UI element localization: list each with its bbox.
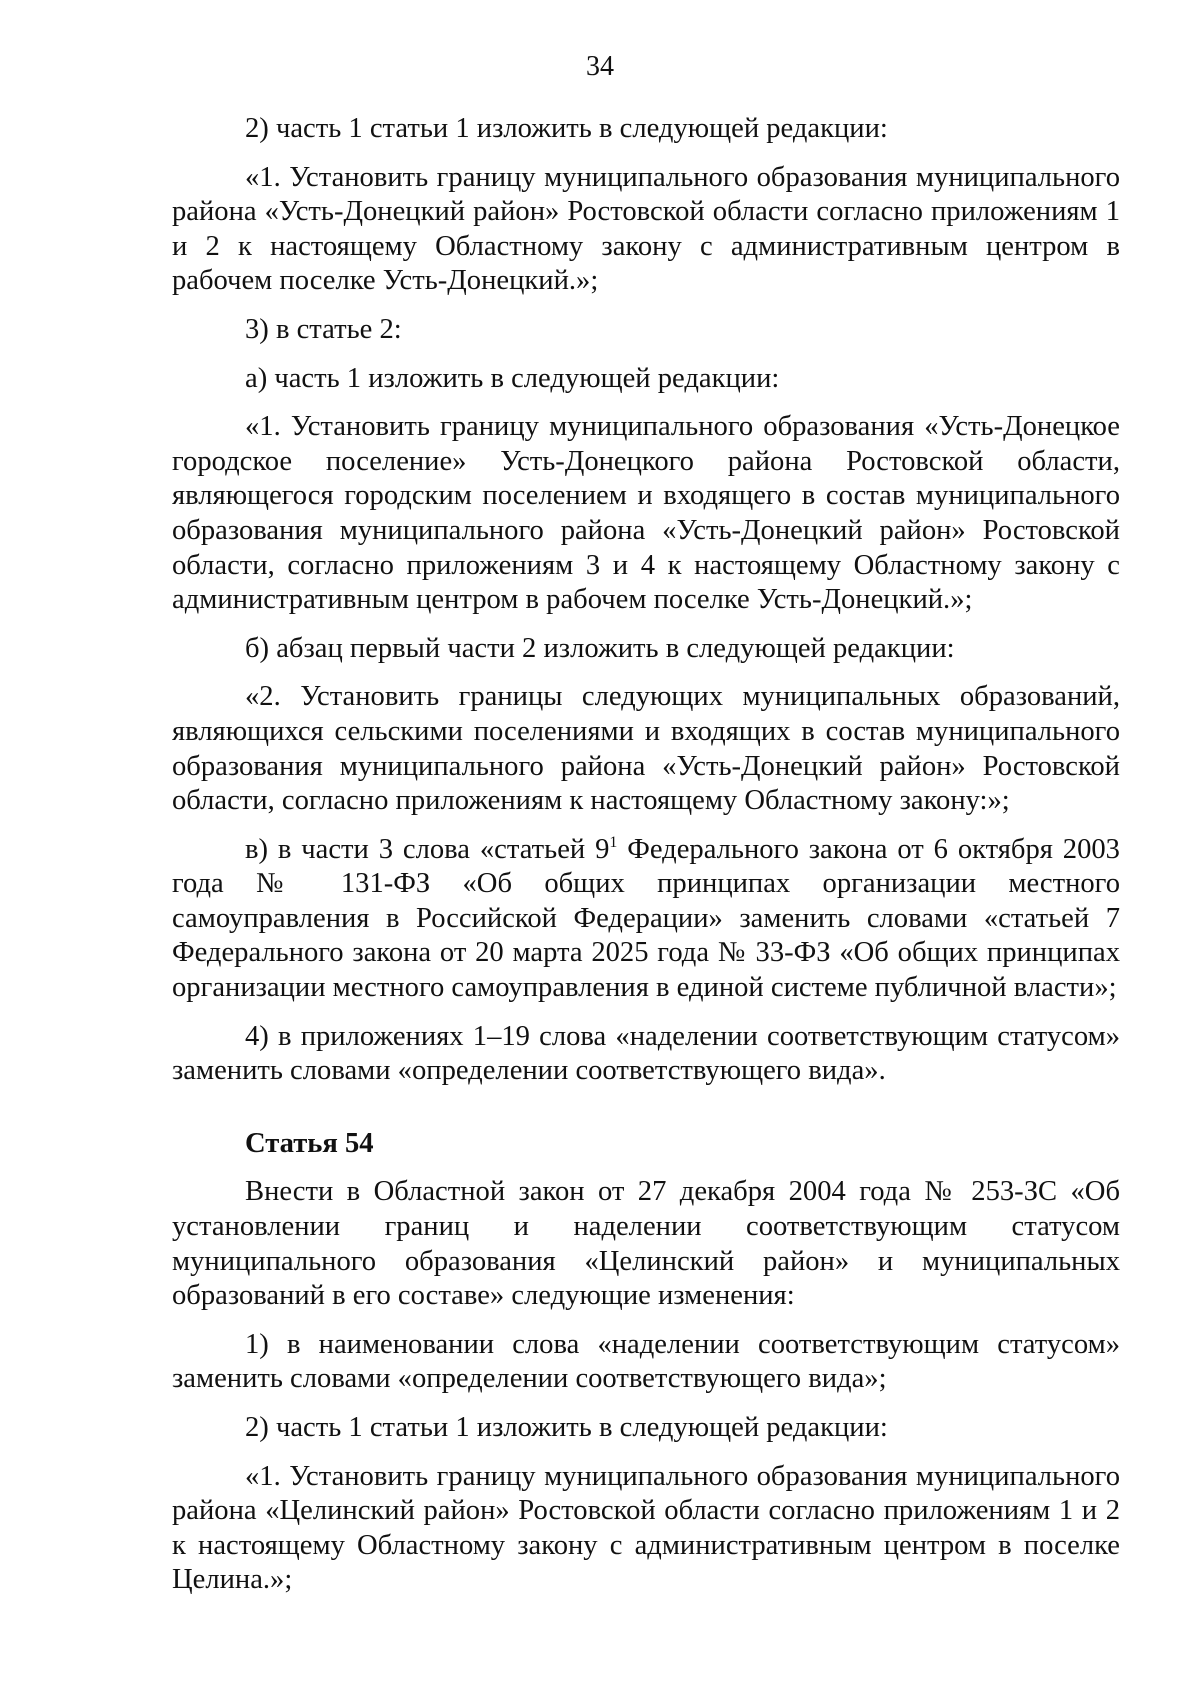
paragraph: «1. Установить границу муниципального образования муниципального района «Усть-Донецкий район» Ростовской области согласно приложениям 1 и 2 к настоящему Областному закону с административным центром в рабочем поселке Усть-Донецкий.»; (172, 161, 1120, 297)
paragraph: «1. Установить границу муниципального образования «Усть-Донецкое городское поселение» Усть-Донецкого района Ростовской области, являющегося городским поселением и входящего в состав муниципального образования муниципального района «Усть-Донецкий район» Ростовской области, согласно приложениям 3 и 4 к настоящему Областному закону с административным центром в рабочем поселке Усть-Донецкий.»; (172, 411, 1120, 616)
paragraph-text-part: в) в части 3 слова «статьей 9 (245, 833, 610, 865)
article-heading: Статья 54 (245, 1127, 374, 1159)
paragraph: 2) часть 1 статьи 1 изложить в следующей редакции: (245, 1412, 888, 1443)
paragraph: 4) в приложениях 1–19 слова «наделении соответствующим статусом» заменить словами «определении соответствующего вида». (172, 1020, 1120, 1087)
superscript: 1 (609, 833, 618, 851)
paragraph: б) абзац первый части 2 изложить в следующей редакции: (245, 632, 955, 664)
paragraph: а) часть 1 изложить в следующей редакции: (245, 362, 780, 394)
paragraph: 1) в наименовании слова «наделении соответствующим статусом» заменить словами «определении соответствующего вида»; (172, 1328, 1120, 1395)
paragraph-text-part: Федерального закона от 6 октября 2003 года № 131-ФЗ «Об общих принципах организации местного самоуправления в Российской Федерации» заменить словами «статьей 7 Федерального закона от 20 марта 2025 года № 33-ФЗ «Об общих принципах организации местного самоуправления в единой системе публичной власти»; (172, 833, 1120, 1004)
document-body (172, 112, 1120, 1612)
paragraph: 2) часть 1 статьи 1 изложить в следующей редакции: (245, 113, 888, 144)
paragraph: Внести в Областной закон от 27 декабря 2004 года № 253-ЗС «Об установлении границ и наделении соответствующим статусом муниципального образования «Целинский район» и муниципальных образований в его составе» следующие изменения: (172, 1176, 1120, 1312)
paragraph: 3) в статье 2: (245, 313, 402, 345)
page-number: 34 (586, 51, 614, 82)
paragraph-with-superscript (172, 833, 1120, 1006)
paragraph: «2. Установить границы следующих муниципальных образований, являющихся сельскими поселениями и входящих в состав муниципального образования муниципального района «Усть-Донецкий район» Ростовской области, согласно приложениям к настоящему Областному закону:»; (172, 681, 1120, 817)
paragraph: «1. Установить границу муниципального образования муниципального района «Целинский район» Ростовской области согласно приложениям 1 и 2 к настоящему Областному закону с административным центром в поселке Целина.»; (172, 1460, 1120, 1596)
